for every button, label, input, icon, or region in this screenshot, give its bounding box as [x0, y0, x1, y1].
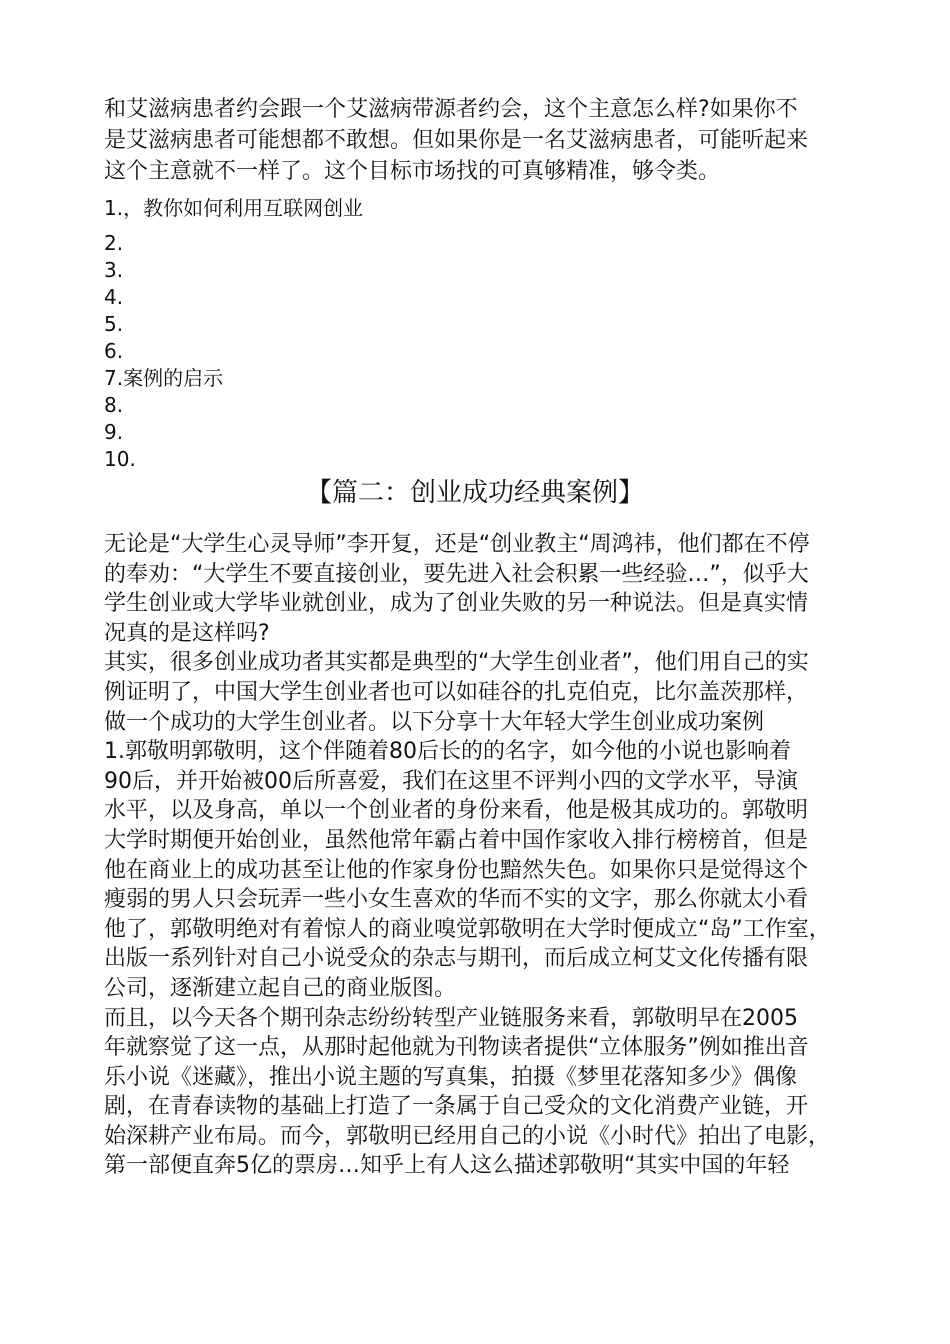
text-line: 年就察觉了这一点，从那时起他就为刊物读者提供“立体服务”例如推出音 [104, 1035, 809, 1061]
list-item: 2. [104, 231, 124, 255]
text-line: 其实，很多创业成功者其实都是典型的“大学生创业者”，他们用自己的实 [104, 650, 809, 676]
text-line: 90后，并开始被00后所喜爱，我们在这里不评判小四的文学水平，导演 [104, 768, 798, 794]
list-item: 5. [104, 312, 124, 336]
text-line: 出版一系列针对自己小说受众的杂志与期刊，而后成立柯艾文化传播有限 [104, 946, 809, 972]
text-line: 是艾滋病患者可能想都不敢想。但如果你是一名艾滋病患者，可能听起来 [104, 128, 809, 153]
text-line: 而且，以今天各个期刊杂志纷纷转型产业链服务来看，郭敬明早在2005 [104, 1005, 798, 1031]
text-line: 他了，郭敬明绝对有着惊人的商业嗅觉郭敬明在大学时便成立“岛”工作室， [104, 916, 831, 942]
text-line: 剧，在青春读物的基础上打造了一条属于自己受众的文化消费产业链，开 [104, 1094, 809, 1120]
text-line: 水平，以及身高，单以一个创业者的身份来看，他是极其成功的。郭敬明 [104, 798, 809, 824]
text-line: 和艾滋病患者约会跟一个艾滋病带源者约会，这个主意怎么样?如果你不 [104, 97, 798, 122]
text-line: 他在商业上的成功甚至让他的作家身份也黯然失色。如果你只是觉得这个 [104, 857, 809, 883]
list-item: 4. [104, 285, 124, 309]
text-line: 无论是“大学生心灵导师”李开复，还是“创业教主“周鸿祎，他们都在不停 [104, 532, 810, 557]
text-line: 的奉劝：“大学生不要直接创业，要先进入社会积累一些经验…”，似乎大 [104, 561, 809, 587]
text-line: 况真的是这样吗? [104, 620, 270, 646]
numbered-list [104, 195, 363, 473]
section-heading: 【篇二：创业成功经典案例】 [305, 478, 644, 508]
text-line: 学生创业或大学毕业就创业，成为了创业失败的另一种说法。但是真实情 [104, 591, 809, 617]
text-line: 乐小说《迷藏》，推出小说主题的写真集，拍摄《梦里花落知多少》偶像 [104, 1064, 798, 1090]
text-line: 1.郭敬明郭敬明，这个伴随着80后长的的名字，如今他的小说也影响着 [104, 739, 791, 765]
text-line: 做一个成功的大学生创业者。以下分享十大年轻大学生创业成功案例 [104, 709, 765, 735]
text-line: 例证明了，中国大学生创业者也可以如硅谷的扎克伯克，比尔盖茨那样， [104, 679, 809, 705]
list-item: 3. [104, 258, 124, 282]
list-item: 9. [104, 420, 124, 444]
text-line: 公司，逐渐建立起自己的商业版图。 [104, 975, 457, 1001]
list-item: 7.案例的启示 [104, 366, 224, 390]
text-line: 大学时期便开始创业，虽然他常年霸占着中国作家收入排行榜榜首，但是 [104, 827, 809, 853]
list-item: 10. [104, 447, 136, 471]
text-line: 这个主意就不一样了。这个目标市场找的可真够精准，够令类。 [104, 159, 721, 184]
text-line: 瘦弱的男人只会玩弄一些小女生喜欢的华而不实的文字，那么你就太小看 [104, 887, 809, 913]
intro-paragraph [104, 94, 864, 187]
list-item: 1.，教你如何利用互联网创业 [104, 196, 364, 220]
text-line: 第一部便直奔5亿的票房…知乎上有人这么描述郭敬明“其实中国的年轻 [104, 1153, 790, 1179]
list-item: 6. [104, 339, 124, 363]
body-text [104, 530, 884, 1181]
text-line: 始深耕产业布局。而今，郭敬明已经用自己的小说《小时代》拍出了电影， [104, 1123, 831, 1149]
list-item: 8. [104, 393, 124, 417]
